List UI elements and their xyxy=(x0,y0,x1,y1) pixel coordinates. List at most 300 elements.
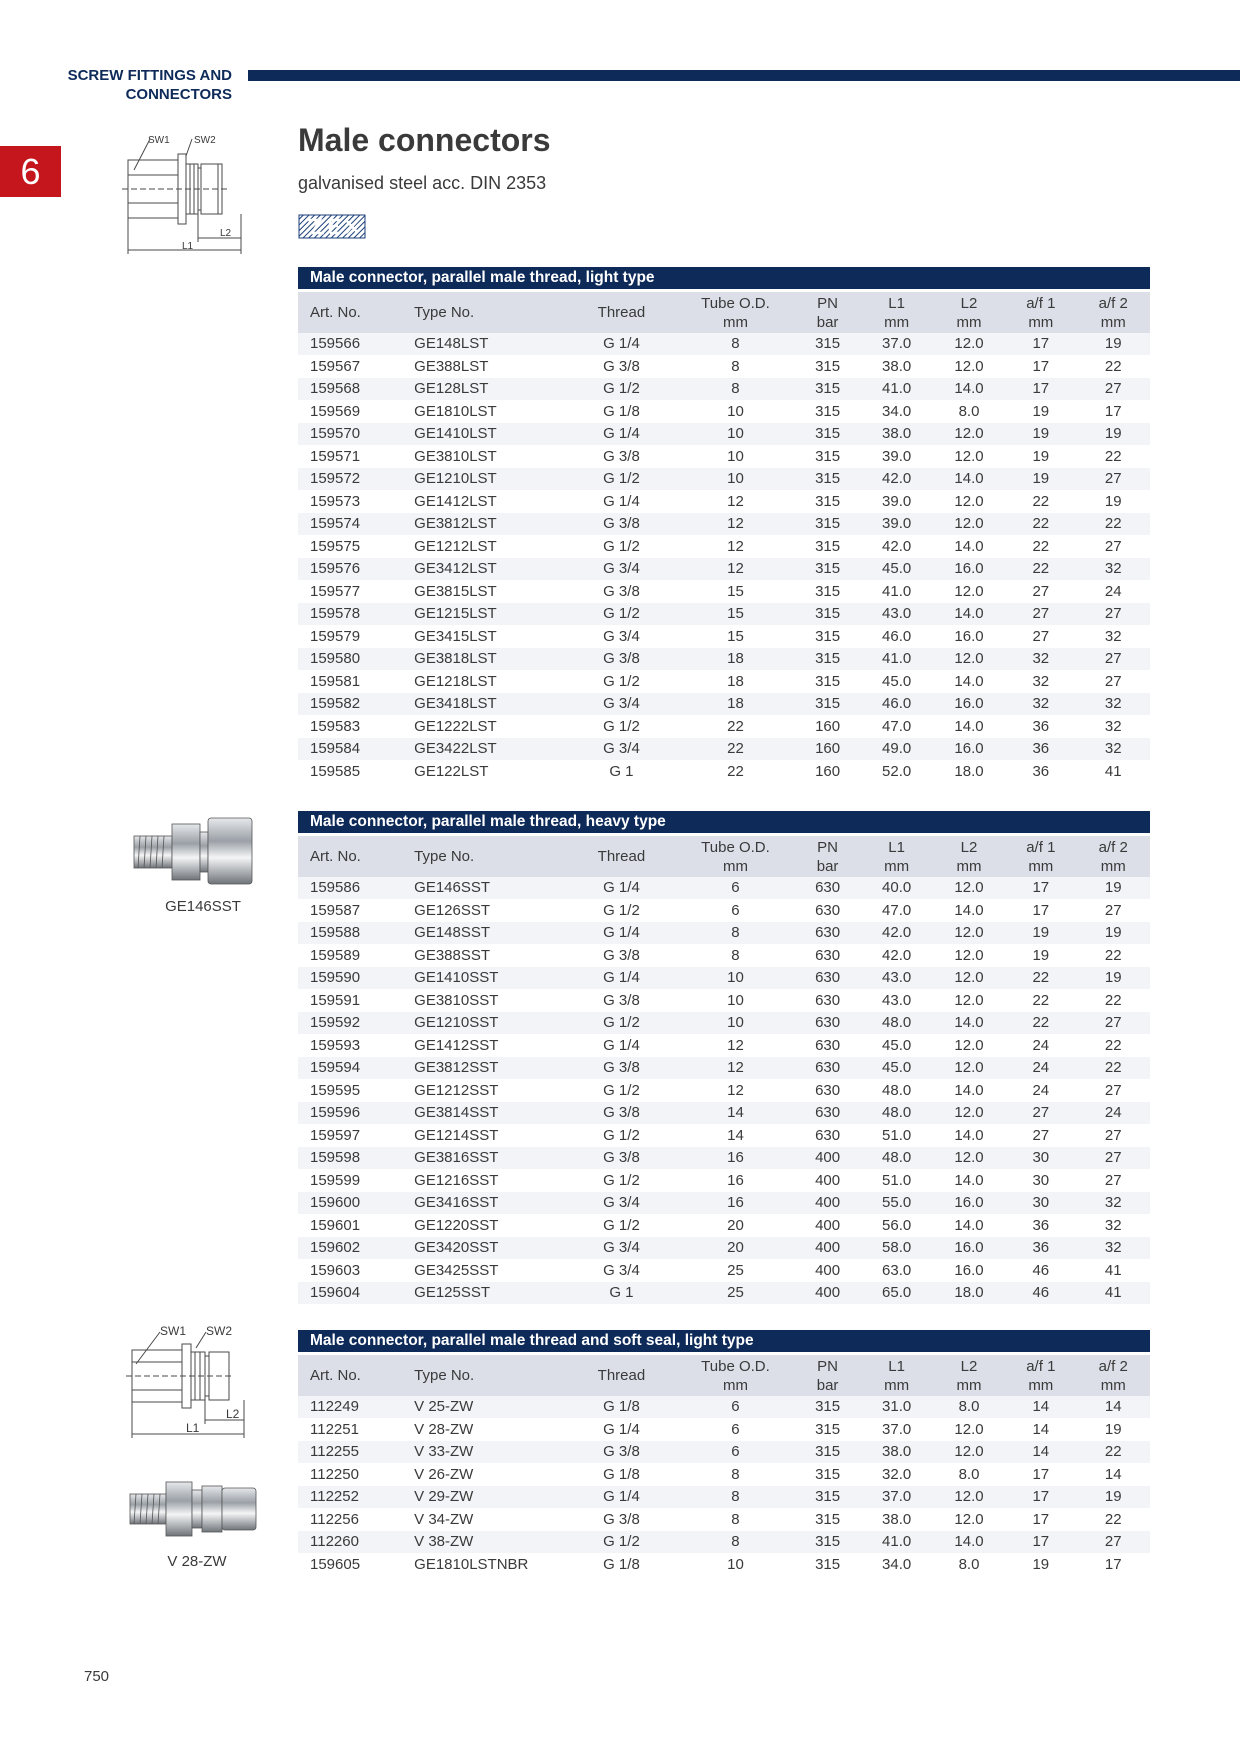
cell-art-no: 159581 xyxy=(298,670,402,693)
cell-pn: 160 xyxy=(795,760,861,783)
cell-type-no: GE1210LST xyxy=(402,468,566,491)
cell-af1: 17 xyxy=(1005,333,1076,355)
cell-art-no: 159570 xyxy=(298,423,402,446)
cell-thread: G 1/4 xyxy=(567,1034,677,1057)
cell-af1: 22 xyxy=(1005,535,1076,558)
cell-thread: G 1/8 xyxy=(567,1463,677,1486)
cell-art-no: 159571 xyxy=(298,445,402,468)
cell-af2: 41 xyxy=(1076,1259,1150,1282)
table-row[interactable] xyxy=(298,670,1150,693)
connector-soft-seal-drawing xyxy=(122,1320,252,1442)
page-number: 750 xyxy=(84,1668,110,1685)
cell-art-no: 159593 xyxy=(298,1034,402,1057)
cell-art-no: 159594 xyxy=(298,1057,402,1080)
table-row[interactable] xyxy=(298,603,1150,626)
cell-art-no: 159596 xyxy=(298,1102,402,1125)
cell-l1: 39.0 xyxy=(860,445,932,468)
cell-tube-od: 8 xyxy=(676,1486,794,1509)
table-row[interactable] xyxy=(298,490,1150,513)
column-header-tube-od xyxy=(676,836,794,877)
cell-l2: 14.0 xyxy=(933,1079,1005,1102)
cell-af2: 27 xyxy=(1076,1124,1150,1147)
table-row[interactable] xyxy=(298,513,1150,536)
cell-tube-od: 12 xyxy=(676,558,794,581)
cell-tube-od: 10 xyxy=(676,445,794,468)
column-label: Art. No. xyxy=(310,848,361,865)
cell-tube-od: 10 xyxy=(676,1012,794,1035)
cell-thread: G 1 xyxy=(567,760,677,783)
connector-soft-seal-photo xyxy=(126,1470,260,1550)
cell-type-no: GE3425SST xyxy=(402,1259,566,1282)
cell-l1: 41.0 xyxy=(860,378,932,401)
cell-af1: 19 xyxy=(1005,400,1076,423)
cell-af2: 27 xyxy=(1076,670,1150,693)
cell-af2: 32 xyxy=(1076,738,1150,761)
cell-l2: 14.0 xyxy=(933,899,1005,922)
cell-type-no: GE3815LST xyxy=(402,580,566,603)
cell-l2: 8.0 xyxy=(933,400,1005,423)
cell-af1: 32 xyxy=(1005,648,1076,671)
cell-l2: 8.0 xyxy=(933,1396,1005,1418)
cell-l1: 65.0 xyxy=(860,1282,932,1305)
cell-art-no: 159585 xyxy=(298,760,402,783)
cell-pn: 315 xyxy=(795,693,861,716)
cell-l1: 42.0 xyxy=(860,535,932,558)
cell-art-no: 159602 xyxy=(298,1237,402,1260)
table-row[interactable] xyxy=(298,1531,1150,1554)
cell-af2: 17 xyxy=(1076,400,1150,423)
column-unit: mm xyxy=(1100,857,1126,875)
cell-pn: 315 xyxy=(795,1486,861,1509)
cell-art-no: 159566 xyxy=(298,333,402,355)
cell-thread: G 3/8 xyxy=(567,989,677,1012)
cell-type-no: GE1216SST xyxy=(402,1169,566,1192)
cell-pn: 315 xyxy=(795,670,861,693)
cell-thread: G 1/4 xyxy=(567,877,677,899)
cell-af1: 19 xyxy=(1005,468,1076,491)
cell-tube-od: 8 xyxy=(676,1531,794,1554)
column-label: a/f 1 xyxy=(1026,838,1056,856)
cell-l2: 16.0 xyxy=(933,693,1005,716)
cell-thread: G 1/4 xyxy=(567,423,677,446)
table-row[interactable] xyxy=(298,1034,1150,1057)
column-header-pn xyxy=(795,836,861,877)
cell-tube-od: 10 xyxy=(676,967,794,990)
cell-l2: 14.0 xyxy=(933,1012,1005,1035)
column-label: L2 xyxy=(960,838,978,856)
cell-art-no: 159599 xyxy=(298,1169,402,1192)
column-label: L1 xyxy=(888,294,905,312)
table-title: Male connector, parallel male thread, heavy type xyxy=(298,811,1150,833)
cell-tube-od: 10 xyxy=(676,1553,794,1576)
cell-type-no: V 28-ZW xyxy=(402,1418,566,1441)
column-header-thread xyxy=(567,1355,677,1396)
cell-l2: 12.0 xyxy=(933,1057,1005,1080)
cell-l1: 32.0 xyxy=(860,1463,932,1486)
column-header-type-no xyxy=(402,836,566,877)
cell-type-no: GE3812LST xyxy=(402,513,566,536)
product-table xyxy=(298,289,1150,783)
cell-thread: G 3/8 xyxy=(567,1102,677,1125)
cell-tube-od: 20 xyxy=(676,1237,794,1260)
cell-pn: 315 xyxy=(795,1441,861,1464)
cell-l1: 42.0 xyxy=(860,944,932,967)
cell-af1: 30 xyxy=(1005,1147,1076,1170)
cell-l1: 63.0 xyxy=(860,1259,932,1282)
column-label: Tube O.D. xyxy=(701,1357,770,1375)
column-unit: bar xyxy=(816,1376,839,1394)
cell-l2: 16.0 xyxy=(933,558,1005,581)
cell-pn: 315 xyxy=(795,603,861,626)
cell-af1: 14 xyxy=(1005,1418,1076,1441)
table-row[interactable] xyxy=(298,715,1150,738)
cell-thread: G 1/2 xyxy=(567,899,677,922)
cell-l1: 47.0 xyxy=(860,715,932,738)
column-label: PN xyxy=(817,1357,838,1375)
table-row[interactable] xyxy=(298,1147,1150,1170)
cell-tube-od: 8 xyxy=(676,333,794,355)
table-row[interactable] xyxy=(298,1508,1150,1531)
cell-af2: 22 xyxy=(1076,944,1150,967)
product-table xyxy=(298,1352,1150,1576)
cell-af2: 27 xyxy=(1076,1169,1150,1192)
table-row[interactable] xyxy=(298,1102,1150,1125)
cell-pn: 315 xyxy=(795,558,861,581)
cell-type-no: GE3814SST xyxy=(402,1102,566,1125)
cell-thread: G 3/8 xyxy=(567,944,677,967)
product-table xyxy=(298,833,1150,1305)
cell-thread: G 3/8 xyxy=(567,445,677,468)
cell-af2: 24 xyxy=(1076,580,1150,603)
table-row[interactable] xyxy=(298,1441,1150,1464)
cell-tube-od: 16 xyxy=(676,1147,794,1170)
cell-type-no: GE3816SST xyxy=(402,1147,566,1170)
table-row[interactable] xyxy=(298,1259,1150,1282)
table-heavy-type xyxy=(298,811,1150,1305)
column-label: Type No. xyxy=(414,304,475,321)
cell-tube-od: 25 xyxy=(676,1282,794,1305)
table-row[interactable] xyxy=(298,1057,1150,1080)
cell-type-no: GE1212SST xyxy=(402,1079,566,1102)
table-row[interactable] xyxy=(298,1486,1150,1509)
table-row[interactable] xyxy=(298,1396,1150,1418)
cell-tube-od: 18 xyxy=(676,648,794,671)
cell-type-no: GE3810SST xyxy=(402,989,566,1012)
cell-tube-od: 14 xyxy=(676,1124,794,1147)
table-row[interactable] xyxy=(298,1079,1150,1102)
cell-l2: 14.0 xyxy=(933,468,1005,491)
cell-l2: 12.0 xyxy=(933,944,1005,967)
cell-af1: 36 xyxy=(1005,1214,1076,1237)
cell-af1: 24 xyxy=(1005,1057,1076,1080)
table-row[interactable] xyxy=(298,1169,1150,1192)
cell-pn: 315 xyxy=(795,445,861,468)
cell-af2: 19 xyxy=(1076,423,1150,446)
cell-type-no: GE126SST xyxy=(402,899,566,922)
cell-tube-od: 12 xyxy=(676,513,794,536)
cell-af2: 19 xyxy=(1076,490,1150,513)
cell-tube-od: 18 xyxy=(676,693,794,716)
table-row[interactable] xyxy=(298,1012,1150,1035)
table-row[interactable] xyxy=(298,400,1150,423)
cell-tube-od: 22 xyxy=(676,738,794,761)
cell-af2: 22 xyxy=(1076,1441,1150,1464)
table-row[interactable] xyxy=(298,760,1150,783)
cell-l2: 14.0 xyxy=(933,378,1005,401)
cell-af1: 22 xyxy=(1005,558,1076,581)
cell-tube-od: 16 xyxy=(676,1192,794,1215)
cell-l2: 12.0 xyxy=(933,877,1005,899)
cell-art-no: 159591 xyxy=(298,989,402,1012)
column-unit: bar xyxy=(816,857,839,875)
table-title: Male connector, parallel male thread, light type xyxy=(298,267,1150,289)
table-row[interactable] xyxy=(298,967,1150,990)
cell-tube-od: 15 xyxy=(676,603,794,626)
cell-tube-od: 15 xyxy=(676,625,794,648)
cell-af2: 14 xyxy=(1076,1396,1150,1418)
cell-af1: 27 xyxy=(1005,603,1076,626)
cell-tube-od: 12 xyxy=(676,490,794,513)
cell-af1: 27 xyxy=(1005,580,1076,603)
cell-l1: 37.0 xyxy=(860,333,932,355)
cell-tube-od: 6 xyxy=(676,1396,794,1418)
table-row[interactable] xyxy=(298,738,1150,761)
table-row[interactable] xyxy=(298,558,1150,581)
cell-thread: G 3/8 xyxy=(567,1057,677,1080)
cell-tube-od: 10 xyxy=(676,989,794,1012)
cell-thread: G 3/4 xyxy=(567,625,677,648)
cell-pn: 630 xyxy=(795,877,861,899)
cell-pn: 315 xyxy=(795,535,861,558)
cell-l2: 8.0 xyxy=(933,1553,1005,1576)
cell-art-no: 159576 xyxy=(298,558,402,581)
column-header-type-no xyxy=(402,292,566,333)
cell-tube-od: 15 xyxy=(676,580,794,603)
column-label: a/f 2 xyxy=(1098,1357,1128,1375)
column-header-pn xyxy=(795,292,861,333)
table-row[interactable] xyxy=(298,922,1150,945)
cell-l1: 52.0 xyxy=(860,760,932,783)
table-row[interactable] xyxy=(298,1214,1150,1237)
section-title xyxy=(30,66,232,104)
column-label: Art. No. xyxy=(310,1367,361,1384)
cell-l2: 12.0 xyxy=(933,1418,1005,1441)
table-row[interactable] xyxy=(298,378,1150,401)
section-title-line2: CONNECTORS xyxy=(125,86,232,103)
cell-thread: G 1/4 xyxy=(567,967,677,990)
cell-thread: G 1/8 xyxy=(567,400,677,423)
cell-l2: 16.0 xyxy=(933,1192,1005,1215)
cell-af2: 32 xyxy=(1076,1192,1150,1215)
cell-type-no: GE3412LST xyxy=(402,558,566,581)
cell-l2: 18.0 xyxy=(933,760,1005,783)
cell-thread: G 3/8 xyxy=(567,648,677,671)
cell-pn: 400 xyxy=(795,1169,861,1192)
cell-art-no: 159597 xyxy=(298,1124,402,1147)
cell-type-no: GE3812SST xyxy=(402,1057,566,1080)
table-row[interactable] xyxy=(298,1553,1150,1576)
cell-l1: 38.0 xyxy=(860,423,932,446)
cell-l1: 45.0 xyxy=(860,1057,932,1080)
cell-thread: G 3/4 xyxy=(567,1237,677,1260)
table-header-row xyxy=(298,1355,1150,1396)
table-row[interactable] xyxy=(298,989,1150,1012)
cell-thread: G 1/8 xyxy=(567,1553,677,1576)
table-row[interactable] xyxy=(298,535,1150,558)
table-row[interactable] xyxy=(298,1463,1150,1486)
cell-art-no: 159573 xyxy=(298,490,402,513)
cell-thread: G 3/4 xyxy=(567,1192,677,1215)
cell-l2: 14.0 xyxy=(933,670,1005,693)
cell-af2: 27 xyxy=(1076,378,1150,401)
table-row[interactable] xyxy=(298,1124,1150,1147)
cell-af2: 24 xyxy=(1076,1102,1150,1125)
column-header-tube-od xyxy=(676,292,794,333)
cell-pn: 315 xyxy=(795,1396,861,1418)
table-row[interactable] xyxy=(298,648,1150,671)
table-row[interactable] xyxy=(298,1237,1150,1260)
cell-pn: 400 xyxy=(795,1192,861,1215)
cell-thread: G 1/2 xyxy=(567,670,677,693)
cell-pn: 315 xyxy=(795,490,861,513)
cell-tube-od: 10 xyxy=(676,423,794,446)
cell-l1: 46.0 xyxy=(860,625,932,648)
column-header-af2 xyxy=(1076,836,1150,877)
cell-af1: 36 xyxy=(1005,1237,1076,1260)
cell-thread: G 1/4 xyxy=(567,333,677,355)
cell-type-no: GE1412LST xyxy=(402,490,566,513)
cell-art-no: 159605 xyxy=(298,1553,402,1576)
cell-pn: 315 xyxy=(795,1508,861,1531)
cell-art-no: 159592 xyxy=(298,1012,402,1035)
cell-af1: 17 xyxy=(1005,899,1076,922)
column-header-tube-od xyxy=(676,1355,794,1396)
cell-l2: 12.0 xyxy=(933,580,1005,603)
column-unit: mm xyxy=(722,1376,748,1394)
cell-tube-od: 14 xyxy=(676,1102,794,1125)
cell-art-no: 159574 xyxy=(298,513,402,536)
cell-thread: G 1/2 xyxy=(567,1169,677,1192)
cell-l2: 8.0 xyxy=(933,1463,1005,1486)
table-row[interactable] xyxy=(298,355,1150,378)
chapter-tab[interactable]: 6 xyxy=(0,146,61,197)
caption-heavy-photo: GE146SST xyxy=(165,898,241,915)
table-row[interactable] xyxy=(298,877,1150,899)
cell-art-no: 159603 xyxy=(298,1259,402,1282)
cell-tube-od: 8 xyxy=(676,378,794,401)
table-row[interactable] xyxy=(298,625,1150,648)
cell-pn: 630 xyxy=(795,1034,861,1057)
cell-art-no: 112260 xyxy=(298,1531,402,1554)
table-row[interactable] xyxy=(298,580,1150,603)
column-label: PN xyxy=(817,294,838,312)
cell-type-no: GE1212LST xyxy=(402,535,566,558)
table-header-row xyxy=(298,292,1150,333)
cell-l1: 51.0 xyxy=(860,1169,932,1192)
cell-thread: G 3/8 xyxy=(567,355,677,378)
cell-pn: 630 xyxy=(795,944,861,967)
cell-af2: 41 xyxy=(1076,1282,1150,1305)
cell-af2: 19 xyxy=(1076,333,1150,355)
column-label: L1 xyxy=(888,838,905,856)
table-row[interactable] xyxy=(298,1282,1150,1305)
cell-af1: 46 xyxy=(1005,1282,1076,1305)
table-row[interactable] xyxy=(298,333,1150,355)
cell-af2: 22 xyxy=(1076,445,1150,468)
cell-pn: 315 xyxy=(795,333,861,355)
cell-type-no: GE125SST xyxy=(402,1282,566,1305)
drawing-l1-label: L1 xyxy=(182,241,194,252)
cell-thread: G 1/2 xyxy=(567,603,677,626)
column-unit: mm xyxy=(1100,313,1126,331)
cell-pn: 160 xyxy=(795,715,861,738)
cell-tube-od: 12 xyxy=(676,1034,794,1057)
cell-af2: 17 xyxy=(1076,1553,1150,1576)
drawing2-l2-label: L2 xyxy=(226,1407,240,1421)
table-row[interactable] xyxy=(298,468,1150,491)
cell-af1: 14 xyxy=(1005,1396,1076,1418)
cell-art-no: 112251 xyxy=(298,1418,402,1441)
cell-pn: 160 xyxy=(795,738,861,761)
table-row[interactable] xyxy=(298,445,1150,468)
cell-af2: 19 xyxy=(1076,967,1150,990)
cell-thread: G 1/4 xyxy=(567,1418,677,1441)
table-title: Male connector, parallel male thread and soft seal, light type xyxy=(298,1330,1150,1352)
cell-l1: 42.0 xyxy=(860,922,932,945)
cell-pn: 315 xyxy=(795,513,861,536)
cell-pn: 400 xyxy=(795,1282,861,1305)
cell-pn: 315 xyxy=(795,355,861,378)
column-label: Thread xyxy=(597,848,646,865)
table-row[interactable] xyxy=(298,1418,1150,1441)
column-label: Tube O.D. xyxy=(701,294,770,312)
table-row[interactable] xyxy=(298,1192,1150,1215)
cell-thread: G 3/4 xyxy=(567,558,677,581)
cell-thread: G 3/8 xyxy=(567,1441,677,1464)
cell-af1: 32 xyxy=(1005,670,1076,693)
table-row[interactable] xyxy=(298,423,1150,446)
cell-pn: 315 xyxy=(795,1553,861,1576)
cell-l2: 12.0 xyxy=(933,423,1005,446)
column-header-pn xyxy=(795,1355,861,1396)
cell-af1: 17 xyxy=(1005,1463,1076,1486)
cell-l2: 14.0 xyxy=(933,715,1005,738)
table-row[interactable] xyxy=(298,944,1150,967)
table-row[interactable] xyxy=(298,899,1150,922)
cell-pn: 400 xyxy=(795,1237,861,1260)
cell-tube-od: 16 xyxy=(676,1169,794,1192)
cell-art-no: 159584 xyxy=(298,738,402,761)
cell-thread: G 1/8 xyxy=(567,1396,677,1418)
cell-l1: 39.0 xyxy=(860,490,932,513)
cell-tube-od: 12 xyxy=(676,535,794,558)
cell-l1: 37.0 xyxy=(860,1418,932,1441)
column-label: a/f 2 xyxy=(1098,838,1128,856)
column-label: Thread xyxy=(597,1367,646,1384)
cell-type-no: GE1222LST xyxy=(402,715,566,738)
cell-l1: 46.0 xyxy=(860,693,932,716)
cell-l1: 34.0 xyxy=(860,400,932,423)
column-unit: mm xyxy=(722,313,748,331)
table-row[interactable] xyxy=(298,693,1150,716)
cell-art-no: 159600 xyxy=(298,1192,402,1215)
column-header-af2 xyxy=(1076,292,1150,333)
cell-l2: 12.0 xyxy=(933,1102,1005,1125)
cell-l2: 12.0 xyxy=(933,922,1005,945)
cell-af1: 24 xyxy=(1005,1034,1076,1057)
cell-af1: 19 xyxy=(1005,944,1076,967)
cell-l1: 42.0 xyxy=(860,468,932,491)
